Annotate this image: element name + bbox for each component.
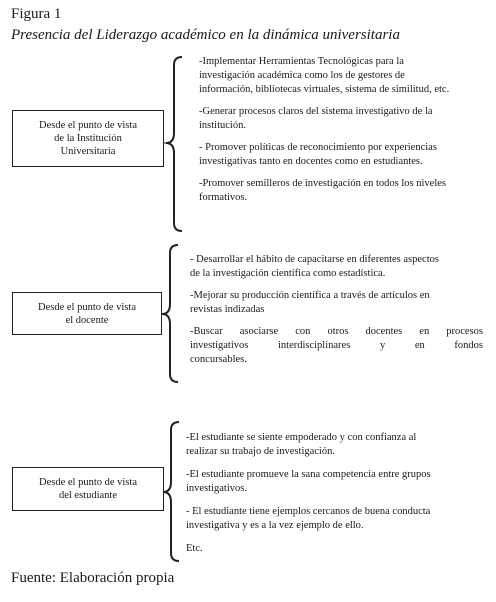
brace-estudiante: [161, 420, 183, 564]
list-item: -Mejorar su producción científica a través de artículos en revistas indizadas: [190, 290, 430, 315]
items-estudiante: [186, 431, 476, 565]
list-item: -El estudiante se siente empoderado y con confianza al realizar su trabajo de investigación.: [186, 432, 417, 457]
list-item: - Desarrollar el hábito de capacitarse en diferentes aspectos de la investigación científica como estadística.: [190, 254, 439, 279]
source-note: Fuente: Elaboración propia: [11, 570, 175, 586]
box-line: el docente: [65, 314, 109, 326]
list-item: - El estudiante tiene ejemplos cercanos de buena conducta investigativa y es a la vez ejemplo de ello.: [186, 506, 431, 531]
figure-label: Figura 1: [11, 6, 62, 22]
box-line: Universitaria: [60, 146, 116, 157]
list-item: -Generar procesos claros del sistema investigativo de la institución.: [199, 106, 433, 131]
list-item: -Implementar Herramientas Tecnológicas para la investigación académica como los de gestores de información, bibliotecas virtuales, sistema de similitud, etc.: [199, 56, 450, 95]
list-item: -El estudiante promueve la sana competencia entre grupos investigativos.: [186, 469, 431, 494]
list-item: -Promover semilleros de investigación en todos los niveles formativos.: [199, 178, 446, 203]
brace-institucion: [164, 55, 186, 235]
items-docente: [190, 253, 483, 375]
box-line: Desde el punto de vista: [39, 120, 137, 131]
box-estudiante: [12, 467, 164, 511]
figure-title: Presencia del Liderazgo académico en la dinámica universitaria: [11, 27, 400, 43]
box-line: Desde el punto de vista: [39, 477, 137, 488]
list-item: - Promover políticas de reconocimiento por experiencias investigativas tanto en docentes como en estudiantes.: [199, 142, 437, 167]
box-line: del estudiante: [58, 490, 118, 501]
items-institucion: [199, 55, 483, 213]
box-docente: [12, 292, 162, 335]
list-item: -Buscar asociarse con otros docentes en procesos investigativos interdisciplinares y en fondos concursables.: [190, 326, 483, 365]
box-institucion: [12, 110, 164, 167]
box-line: de la Institución: [54, 133, 122, 144]
box-line: Desde el punto de vista: [38, 301, 136, 313]
list-item: Etc.: [186, 543, 203, 554]
brace-docente: [160, 243, 182, 385]
